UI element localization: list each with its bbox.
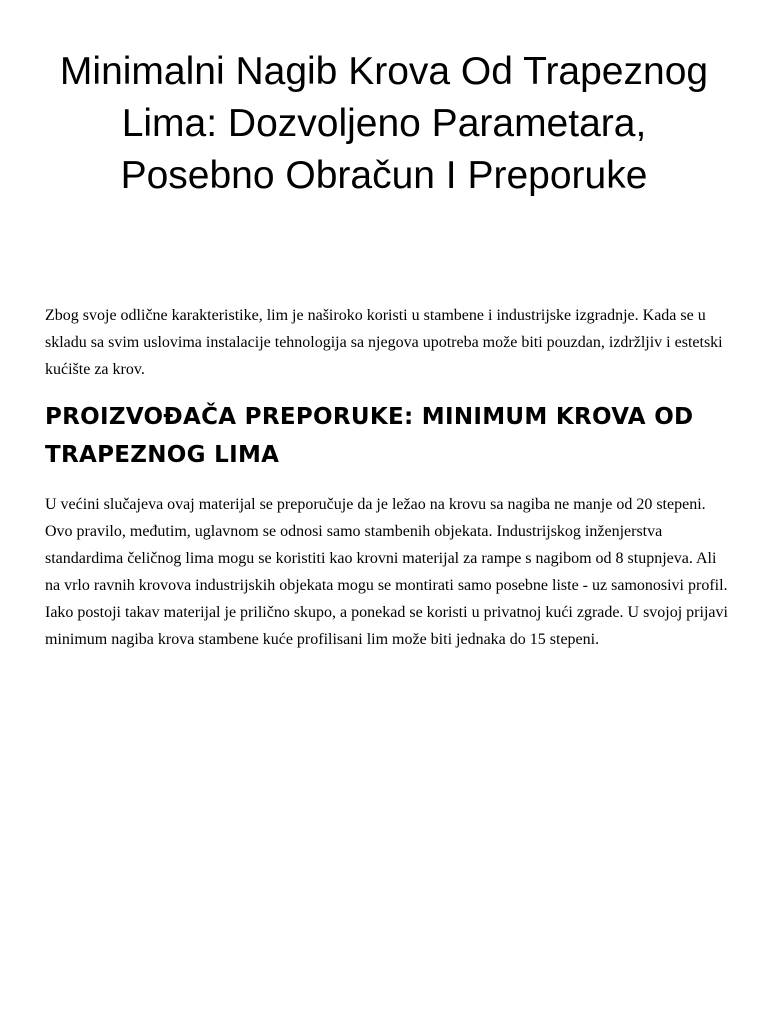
article-title: Minimalni Nagib Krova Od Trapeznog Lima: Dozvoljeno Parametara, Posebno Obračun I Preporuke <box>59 50 709 197</box>
section-heading: PROIZVOĐAČA PREPORUKE: MINIMUM KROVA OD TRAPEZNOG LIMA <box>45 404 694 468</box>
section-paragraph: U većini slučajeva ovaj materijal se preporučuje da je ležao na krovu sa nagiba ne manje od 20 stepeni. Ovo pravilo, međutim, uglavnom se odnosi samo stambenih objekata. Industrijskog inženjerstva standardima čeličnog lima mogu se koristiti kao krovni materijal za rampe s nagibom od 8 stupnjeva. Ali na vrlo ravnih krovova industrijskih objekata mogu se montirati samo posebne liste - uz samonosivi profil. Iako postoji takav materijal je prilično skupo, a ponekad se koristi u privatnoj kući zgrade. U svojoj prijavi minimum nagiba krova stambene kuće profilisani lim može biti jednaka do 15 stepeni. <box>45 496 728 648</box>
intro-paragraph: Zbog svoje odlične karakteristike, lim je naširoko koristi u stambene i industrijske izgradnje. Kada se u skladu sa svim uslovima instalacije tehnologija sa njegova upotreba može biti pouzdan, izdržljiv i estetski kućište za krov. <box>45 307 723 378</box>
